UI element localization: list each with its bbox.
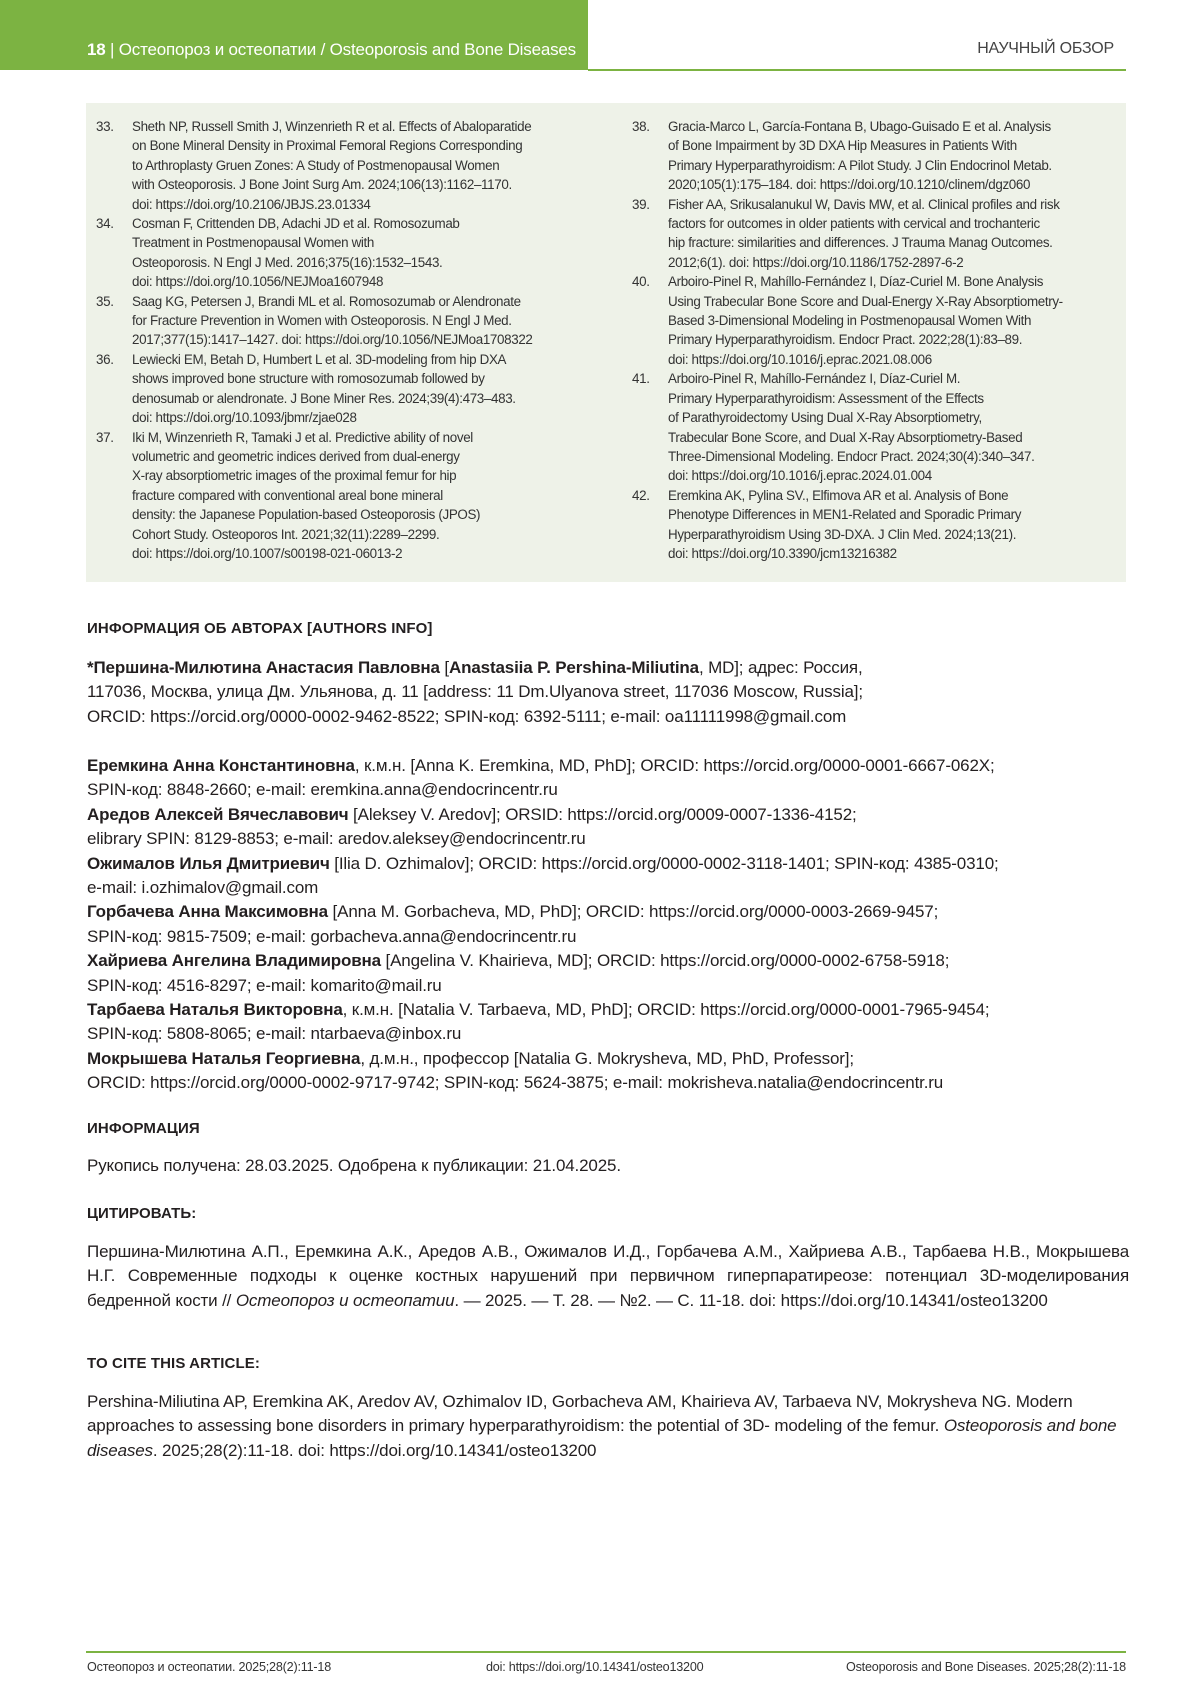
reference-text: Eremkina AK, Pylina SV., Elfimova AR et al. Analysis of Bone Phenotype Differences in MEN1-Related and Sporadic Primary Hyperparathyroidism Using 3D-DXA. J Clin Med. 2024;13(21). doi: https://doi.org/10.3390/jcm13216382 — [668, 487, 1022, 561]
cite-ru-tail: . — 2025. — Т. 28. — №2. — С. 11-18. doi: https://doi.org/10.14341/osteo13200 — [454, 1290, 1048, 1310]
author-details: [Anna M. Gorbacheva, MD, PhD]; ORCID: https://orcid.org/0000-0003-2669-9457; SPIN-код: 9815-7509; e-mail: gorbacheva.anna@endocrincentr.ru — [87, 902, 939, 946]
reference-number: 40. — [632, 274, 650, 290]
page-number: 18 — [87, 40, 106, 59]
reference-number: 42. — [632, 487, 650, 503]
cite-en-journal: Osteoporosis and bone diseases — [87, 1416, 1117, 1460]
author-name: Хайриева Ангелина Владимировна — [87, 951, 381, 971]
bracket-open: [ — [439, 658, 449, 677]
author-entry — [87, 754, 1137, 803]
footer-right: Osteoporosis and Bone Diseases. 2025;28(2):11-18 — [845, 1660, 1126, 1674]
reference-number: 35. — [96, 293, 114, 309]
reference-text: Sheth NP, Russell Smith J, Winzenrieth R et al. Effects of Abaloparatide on Bone Mineral Density in Proximal Femoral Regions Corresponding to Arthroplasty Gruen Zones: A Study of Postmenopausal Women with Osteoporosis. J Bone Joint Surg Am. 2024;106(13):1162–1170. doi: https://doi.org/10.2106/JBJS.23.01334 — [132, 119, 532, 212]
reference-text: Iki M, Winzenrieth R, Tamaki J et al. Predictive ability of novel volumetric and geometric indices derived from dual-energy X-ray absorptiometric images of the proximal femur for hip fracture compared with conventional areal bone mineral density: the Japanese Population-based Osteoporosis (JPOS) Cohort Study. Osteoporos Int. 2021;32(11):2289–2299. doi: https://doi.org/10.1007/s00198-021-06013-2 — [132, 429, 481, 561]
author-details: [Angelina V. Khairieva, MD]; ORCID: https://orcid.org/0000-0002-6758-5918; SPIN-код: 4516-8297; e-mail: komarito@mail.ru — [87, 951, 950, 995]
cite-en-title: TO CITE THIS ARTICLE: — [87, 1355, 260, 1372]
cite-en-tail: . 2025;28(2):11-18. doi: https://doi.org/10.14341/osteo13200 — [152, 1440, 597, 1460]
reference-item — [96, 292, 592, 350]
reference-item — [632, 486, 1124, 564]
manuscript-dates: Рукопись получена: 28.03.2025. Одобрена к публикации: 21.04.2025. — [87, 1156, 621, 1175]
reference-text: Arboiro-Pinel R, Mahíllo-Fernández I, Díaz-Curiel M. Primary Hyperparathyroidism: Assessment of the Effects of Parathyroidectomy Using Dual X-Ray Absorptiometry, Trabecular Bone Score, and Dual X-Ray Absorptiometry-Based Three-Dimensional Modeling. Endocr Pract. 2024;30(4):340–347. doi: https://doi.org/10.1016/j.eprac.2024.01.004 — [668, 371, 1035, 484]
author-details: [Aleksey V. Aredov]; ORSID: https://orcid.org/0009-0007-1336-4152; elibrary SPIN: 8129-8853; e-mail: aredov.aleksey@endocrincentr.ru — [87, 804, 857, 849]
reference-text: Lewiecki EM, Betah D, Humbert L et al. 3D-modeling from hip DXA shows improved bone structure with romosozumab followed by denosumab or alendronate. J Bone Miner Res. 2024;39(4):473–483. doi: https://doi.org/10.1093/jbmr/zjae028 — [132, 351, 516, 426]
reference-number: 34. — [96, 216, 114, 232]
reference-item — [632, 195, 1124, 273]
reference-item — [96, 428, 592, 564]
author-name: Тарбаева Наталья Викторовна — [87, 1000, 343, 1020]
author-name: Мокрышева Наталья Георгиевна — [87, 1048, 361, 1068]
author-name: Еремкина Анна Константиновна — [87, 756, 355, 775]
reference-number: 36. — [96, 351, 114, 367]
author-details: , к.м.н. [Natalia V. Tarbaeva, MD, PhD]; ORCID: https://orcid.org/0000-0001-7965-9454; SPIN-код: 5808-8065; e-mail: ntarbaeva@inbox.ru — [87, 1000, 990, 1044]
corresponding-author — [87, 656, 1132, 729]
authors-info-title: ИНФОРМАЦИЯ ОБ АВТОРАХ [AUTHORS INFO] — [87, 620, 433, 637]
footer-left: Остеопороз и остеопатии. 2025;28(2):11-18 — [87, 1660, 332, 1674]
reference-number: 38. — [632, 119, 650, 134]
reference-number: 33. — [96, 119, 114, 134]
reference-text: Gracia-Marco L, García-Fontana B, Ubago-Guisado E et al. Analysis of Bone Impairment by 3D DXA Hip Measures in Patients With Primary Hyperparathyroidism: A Pilot Study. J Clin Endocrinol Metab. 2020;105(1):175–184. doi: https://doi.org/10.1210/clinem/dgz060 — [668, 119, 1052, 193]
reference-number: 41. — [632, 371, 650, 387]
reference-text: Arboiro-Pinel R, Mahíllo-Fernández I, Díaz-Curiel M. Bone Analysis Using Trabecular Bone Score and Dual-Energy X-Ray Absorptiometry- Based 3-Dimensional Modeling in Postmenopausal Women With Primary Hyperparathyroidism. Endocr Pract. 2022;28(1):83–89. doi: https://doi.org/10.1016/j.eprac.2021.08.006 — [668, 274, 1063, 367]
reference-item — [96, 350, 592, 428]
author-details: , д.м.н., профессор [Natalia G. Mokrysheva, MD, PhD, Professor]; ORCID: https://orcid.org/0000-0002-9717-9742; SPIN-код: 5624-3875; e-mail: mokrisheva.natalia@endocrincentr.ru — [87, 1048, 944, 1093]
reference-number: 37. — [96, 429, 114, 445]
references-column-left — [96, 117, 592, 563]
author-details: , к.м.н. [Anna K. Eremkina, MD, PhD]; ORCID: https://orcid.org/0000-0001-6667-062X; SPIN-код: 8848-2660; e-mail: eremkina.anna@endocrincentr.ru — [87, 756, 995, 800]
authors-list — [87, 754, 1137, 1096]
reference-item — [96, 117, 592, 214]
cite-en-text — [87, 1390, 1132, 1463]
cite-en-main: Pershina-Miliutina AP, Eremkina AK, Aredov AV, Ozhimalov ID, Gorbacheva AM, Khairieva AV, Tarbaeva NV, Mokrysheva NG. Modern approaches to assessing bone disorders in primary hyperparathyroidism: the potential of 3D- modeling of the femur. — [87, 1392, 1073, 1436]
author-details: [Ilia D. Ozhimalov]; ORCID: https://orcid.org/0000-0002-3118-1401; SPIN-код: 4385-0310; e-mail: i.ozhimalov@gmail.com — [87, 853, 999, 898]
info-title: ИНФОРМАЦИЯ — [87, 1120, 200, 1137]
corresponding-author-name-en: Anastasiia P. Pershina-Miliutina — [448, 658, 699, 677]
author-name: Аредов Алексей Вячеславович — [87, 804, 349, 824]
journal-name: Остеопороз и остеопатии / Osteoporosis and Bone Diseases — [118, 40, 576, 59]
author-entry — [87, 900, 1137, 949]
author-entry — [87, 998, 1137, 1047]
corresponding-author-details: , MD]; адрес: Россия, 117036, Москва, улица Дм. Ульянова, д. 11 [address: 11 Dm.Ulyanova street, 117036 Moscow, Russia]; ORCID: https://orcid.org/0000-0002-9462-8522; SPIN-код: 6392-5111; e-mail: oa11111998@gmail.com — [87, 658, 863, 726]
author-name: Ожималов Илья Дмитриевич — [87, 853, 330, 873]
reference-text: Saag KG, Petersen J, Brandi ML et al. Romosozumab or Alendronate for Fracture Prevention in Women with Osteoporosis. N Engl J Med. 2017;377(15):1417–1427. doi: https://doi.org/10.1056/NEJMoa1708322 — [132, 293, 533, 348]
reference-item — [632, 272, 1124, 369]
references-box — [86, 103, 1126, 582]
header-rule — [588, 69, 1126, 71]
cite-ru-title: ЦИТИРОВАТЬ: — [87, 1205, 197, 1222]
reference-item — [632, 117, 1124, 195]
cite-ru-journal: Остеопороз и остеопатии — [235, 1290, 455, 1310]
corresponding-author-name-ru: *Першина-Милютина Анастасия Павловна — [87, 658, 440, 677]
author-name: Горбачева Анна Максимовна — [87, 902, 328, 922]
cite-ru-text — [87, 1240, 1129, 1313]
footer-rule — [86, 1651, 1126, 1653]
author-entry — [87, 1047, 1137, 1096]
author-entry — [87, 852, 1137, 901]
reference-item — [632, 369, 1124, 485]
author-entry — [87, 803, 1137, 852]
cite-ru-main: Першина-Милютина А.П., Еремкина А.К., Аредов А.В., Ожималов И.Д., Горбачева А.М., Хайриева А.В., Тарбаева Н.В., Мокрышева Н.Г. Современные подходы к оценке костных нарушений при первичном гиперпаратиреозе: потенциал 3D-моделирования бедренной кости // — [87, 1242, 1129, 1310]
author-entry — [87, 949, 1137, 998]
reference-text: Fisher AA, Srikusalanukul W, Davis MW, et al. Clinical profiles and risk factors for outcomes in older patients with cervical and trochanteric hip fracture: similarities and differences. J Trauma Manag Outcomes. 2012;6(1). doi: https://doi.org/10.1186/1752-2897-6-2 — [668, 196, 1060, 270]
reference-text: Cosman F, Crittenden DB, Adachi JD et al. Romosozumab Treatment in Postmenopausal Women with Osteoporosis. N Engl J Med. 2016;375(16):1532–1543. doi: https://doi.org/10.1056/NEJMoa1607948 — [132, 216, 460, 290]
reference-item — [96, 214, 592, 292]
section-label: НАУЧНЫЙ ОБЗОР — [977, 40, 1114, 57]
reference-number: 39. — [632, 196, 650, 212]
references-column-right — [632, 117, 1124, 563]
running-head-left: 18 | Остеопороз и остеопатии / Osteoporosis and Bone Diseases — [87, 40, 576, 59]
footer-doi: doi: https://doi.org/10.14341/osteo13200 — [486, 1660, 704, 1674]
